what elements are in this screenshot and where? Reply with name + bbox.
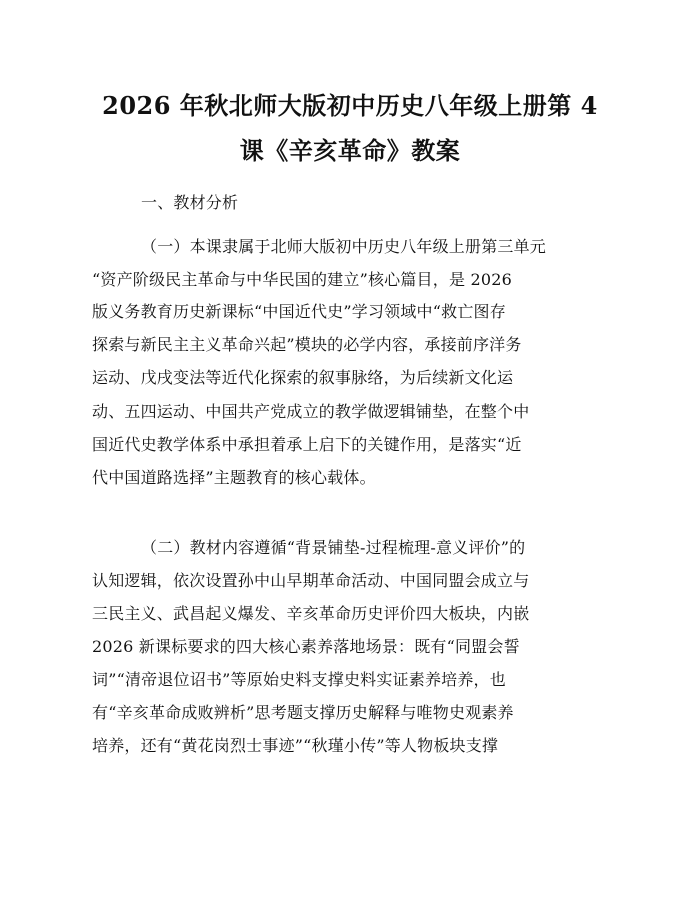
paragraph-2-line: 三民主义、武昌起义爆发、辛亥革命历史评价四大板块，内嵌 — [92, 604, 530, 623]
paragraph-2-line: 认知逻辑，依次设置孙中山早期革命活动、中国同盟会成立与 — [92, 571, 530, 590]
paragraph-1-line: 版义务教育历史新课标“中国近代史”学习领域中“救亡图存 — [92, 302, 506, 321]
section-heading: 一、教材分析 — [141, 193, 239, 212]
paragraph-1-line: 运动、戊戌变法等近代化探索的叙事脉络，为后续新文化运 — [92, 368, 514, 387]
paragraph-2-line: （二）教材内容遵循“背景铺垫-过程梳理-意义评价”的 — [141, 538, 526, 557]
paragraph-2-line: 2026 新课标要求的四大核心素养落地场景：既有“同盟会誓 — [92, 637, 520, 656]
paragraph-1-line: 国近代史教学体系中承担着承上启下的关键作用，是落实“近 — [92, 435, 522, 454]
document-title-line-2: 课《辛亥革命》教案 — [239, 136, 461, 165]
document-title-line-1: 2026 年秋北师大版初中历史八年级上册第 4 — [102, 91, 598, 120]
paragraph-1-line: 代中国道路选择”主题教育的核心载体。 — [92, 468, 376, 487]
paragraph-1-line: 动、五四运动、中国共产党成立的教学做逻辑铺垫，在整个中 — [92, 402, 530, 421]
paragraph-1-line: 探索与新民主主义革命兴起”模块的必学内容，承接前序洋务 — [92, 335, 522, 354]
paragraph-1-line: “资产阶级民主革命与中华民国的建立”核心篇目，是 2026 — [92, 270, 512, 289]
paragraph-2-line: 培养，还有“黄花岗烈士事迹”“秋瑾小传”等人物板块支撑 — [92, 736, 499, 755]
paragraph-2-line: 有“辛亥革命成败辨析”思考题支撑历史解释与唯物史观素养 — [92, 703, 514, 722]
paragraph-2-line: 词”“清帝退位诏书”等原始史料支撑史料实证素养培养，也 — [92, 670, 506, 689]
paragraph-1-line: （一）本课隶属于北师大版初中历史八年级上册第三单元 — [141, 237, 547, 256]
